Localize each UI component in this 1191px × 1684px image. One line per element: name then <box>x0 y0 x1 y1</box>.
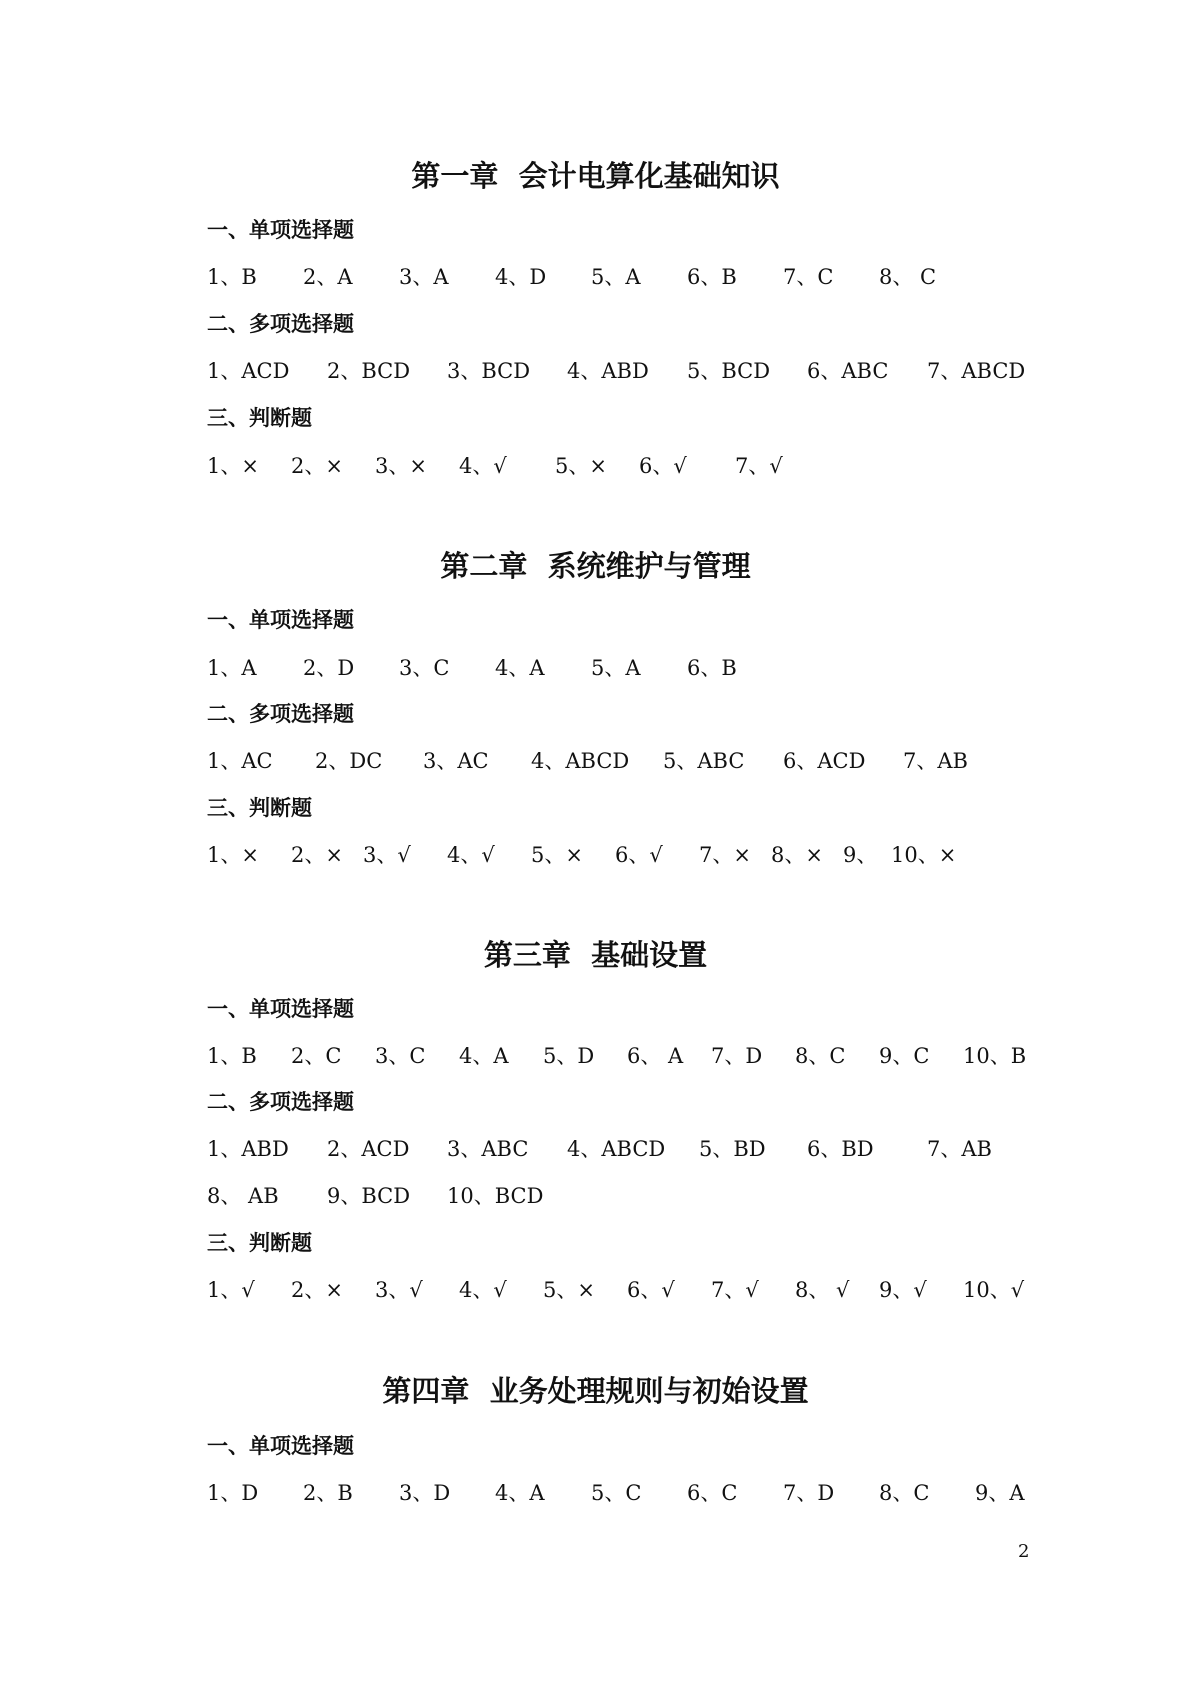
answer-item: 5、D <box>543 1044 595 1068</box>
answer-item: 7、AB <box>903 749 968 773</box>
ch2-single-choice-heading: 一、单项选择题 <box>207 608 354 632</box>
answer-item: 3、√ <box>375 1278 423 1302</box>
answer-item: 1、ABD <box>207 1137 289 1161</box>
ch2-true-false-answers <box>207 840 1067 870</box>
chapter-2-title: 第二章 系统维护与管理 <box>440 549 751 583</box>
answer-item: 6、√ <box>627 1278 675 1302</box>
answer-item: 9、BCD <box>327 1184 411 1208</box>
ch3-multiple-choice-answers-row-1 <box>207 1134 1067 1164</box>
answer-item: 5、× <box>531 843 583 867</box>
answer-item: 10、× <box>891 843 957 867</box>
answer-item: 1、B <box>207 265 257 289</box>
answer-item: 7、D <box>783 1481 835 1505</box>
answer-item: 6、√ <box>639 454 687 478</box>
chapter-1-title: 第一章 会计电算化基础知识 <box>411 159 780 193</box>
answer-item: 2、B <box>303 1481 353 1505</box>
answer-item: 6、ABC <box>807 359 889 383</box>
answer-item: 1、√ <box>207 1278 255 1302</box>
answer-item: 3、ABC <box>447 1137 529 1161</box>
answer-item: 5、× <box>555 454 607 478</box>
answer-item: 7、× <box>699 843 751 867</box>
answer-item: 10、BCD <box>447 1184 544 1208</box>
answer-item: 9、C <box>879 1044 930 1068</box>
answer-item: 1、D <box>207 1481 259 1505</box>
ch3-single-choice-answers <box>207 1041 1067 1071</box>
ch4-single-choice-heading: 一、单项选择题 <box>207 1434 354 1458</box>
answer-item: 6、 A <box>627 1044 684 1068</box>
answer-item: 9、 <box>843 843 878 867</box>
answer-item: 9、A <box>975 1481 1025 1505</box>
answer-item: 5、ABC <box>663 749 745 773</box>
answer-item: 5、C <box>591 1481 642 1505</box>
ch1-single-choice-answers <box>207 262 1067 292</box>
answer-item: 2、× <box>291 1278 343 1302</box>
answer-item: 3、A <box>399 265 449 289</box>
answer-item: 9、√ <box>879 1278 927 1302</box>
answer-item: 10、B <box>963 1044 1027 1068</box>
answer-item: 2、D <box>303 656 355 680</box>
answer-item: 3、C <box>375 1044 426 1068</box>
answer-item: 4、A <box>459 1044 509 1068</box>
ch4-single-choice-answers <box>207 1478 1067 1508</box>
answer-item: 7、ABCD <box>927 359 1026 383</box>
chapter-4-title: 第四章 业务处理规则与初始设置 <box>382 1374 809 1408</box>
answer-item: 4、√ <box>459 1278 507 1302</box>
answer-item: 6、BD <box>807 1137 874 1161</box>
answer-item: 3、AC <box>423 749 489 773</box>
answer-item: 2、× <box>291 454 343 478</box>
answer-item: 6、√ <box>615 843 663 867</box>
answer-item: 1、ACD <box>207 359 290 383</box>
answer-item: 2、ACD <box>327 1137 410 1161</box>
answer-item: 6、C <box>687 1481 738 1505</box>
ch2-single-choice-answers <box>207 653 1067 683</box>
answer-item: 1、× <box>207 454 259 478</box>
answer-item: 7、AB <box>927 1137 992 1161</box>
answer-item: 6、B <box>687 265 737 289</box>
page-number: 2 <box>1018 1541 1030 1562</box>
answer-item: 4、A <box>495 656 545 680</box>
ch1-multiple-choice-answers <box>207 356 1067 386</box>
answer-item: 3、× <box>375 454 427 478</box>
answer-item: 6、B <box>687 656 737 680</box>
ch1-true-false-heading: 三、判断题 <box>207 406 312 430</box>
ch2-true-false-heading: 三、判断题 <box>207 796 312 820</box>
answer-item: 4、√ <box>459 454 507 478</box>
answer-item: 5、A <box>591 265 641 289</box>
answer-item: 3、D <box>399 1481 451 1505</box>
answer-item: 4、D <box>495 265 547 289</box>
answer-item: 4、ABCD <box>531 749 630 773</box>
answer-item: 3、√ <box>363 843 411 867</box>
answer-item: 3、BCD <box>447 359 531 383</box>
ch3-multiple-choice-answers-row-2 <box>207 1181 1067 1211</box>
answer-item: 5、BCD <box>687 359 771 383</box>
answer-item: 2、BCD <box>327 359 411 383</box>
ch3-single-choice-heading: 一、单项选择题 <box>207 997 354 1021</box>
answer-item: 7、√ <box>711 1278 759 1302</box>
answer-item: 8、 √ <box>795 1278 850 1302</box>
answer-item: 5、A <box>591 656 641 680</box>
answer-item: 2、DC <box>315 749 383 773</box>
ch2-multiple-choice-heading: 二、多项选择题 <box>207 702 354 726</box>
ch1-multiple-choice-heading: 二、多项选择题 <box>207 312 354 336</box>
answer-item: 8、 C <box>879 265 937 289</box>
answer-item: 4、ABD <box>567 359 649 383</box>
ch1-true-false-answers <box>207 451 1067 481</box>
ch2-multiple-choice-answers <box>207 746 1067 776</box>
answer-item: 8、 AB <box>207 1184 279 1208</box>
answer-item: 8、C <box>795 1044 846 1068</box>
ch1-single-choice-heading: 一、单项选择题 <box>207 218 354 242</box>
answer-item: 5、BD <box>699 1137 766 1161</box>
answer-item: 1、AC <box>207 749 273 773</box>
answer-item: 8、× <box>771 843 823 867</box>
answer-item: 3、C <box>399 656 450 680</box>
answer-item: 2、A <box>303 265 353 289</box>
answer-item: 8、C <box>879 1481 930 1505</box>
answer-item: 4、√ <box>447 843 495 867</box>
answer-item: 6、ACD <box>783 749 866 773</box>
chapter-3-title: 第三章 基础设置 <box>483 938 708 972</box>
ch3-multiple-choice-heading: 二、多项选择题 <box>207 1090 354 1114</box>
answer-item: 7、D <box>711 1044 763 1068</box>
answer-item: 1、B <box>207 1044 257 1068</box>
answer-item: 7、√ <box>735 454 783 478</box>
answer-item: 4、A <box>495 1481 545 1505</box>
answer-item: 7、C <box>783 265 834 289</box>
answer-item: 1、× <box>207 843 259 867</box>
answer-item: 5、× <box>543 1278 595 1302</box>
answer-item: 2、C <box>291 1044 342 1068</box>
ch3-true-false-answers <box>207 1275 1067 1305</box>
ch3-true-false-heading: 三、判断题 <box>207 1231 312 1255</box>
answer-item: 2、× <box>291 843 343 867</box>
answer-item: 10、√ <box>963 1278 1025 1302</box>
answer-item: 4、ABCD <box>567 1137 666 1161</box>
answer-item: 1、A <box>207 656 257 680</box>
